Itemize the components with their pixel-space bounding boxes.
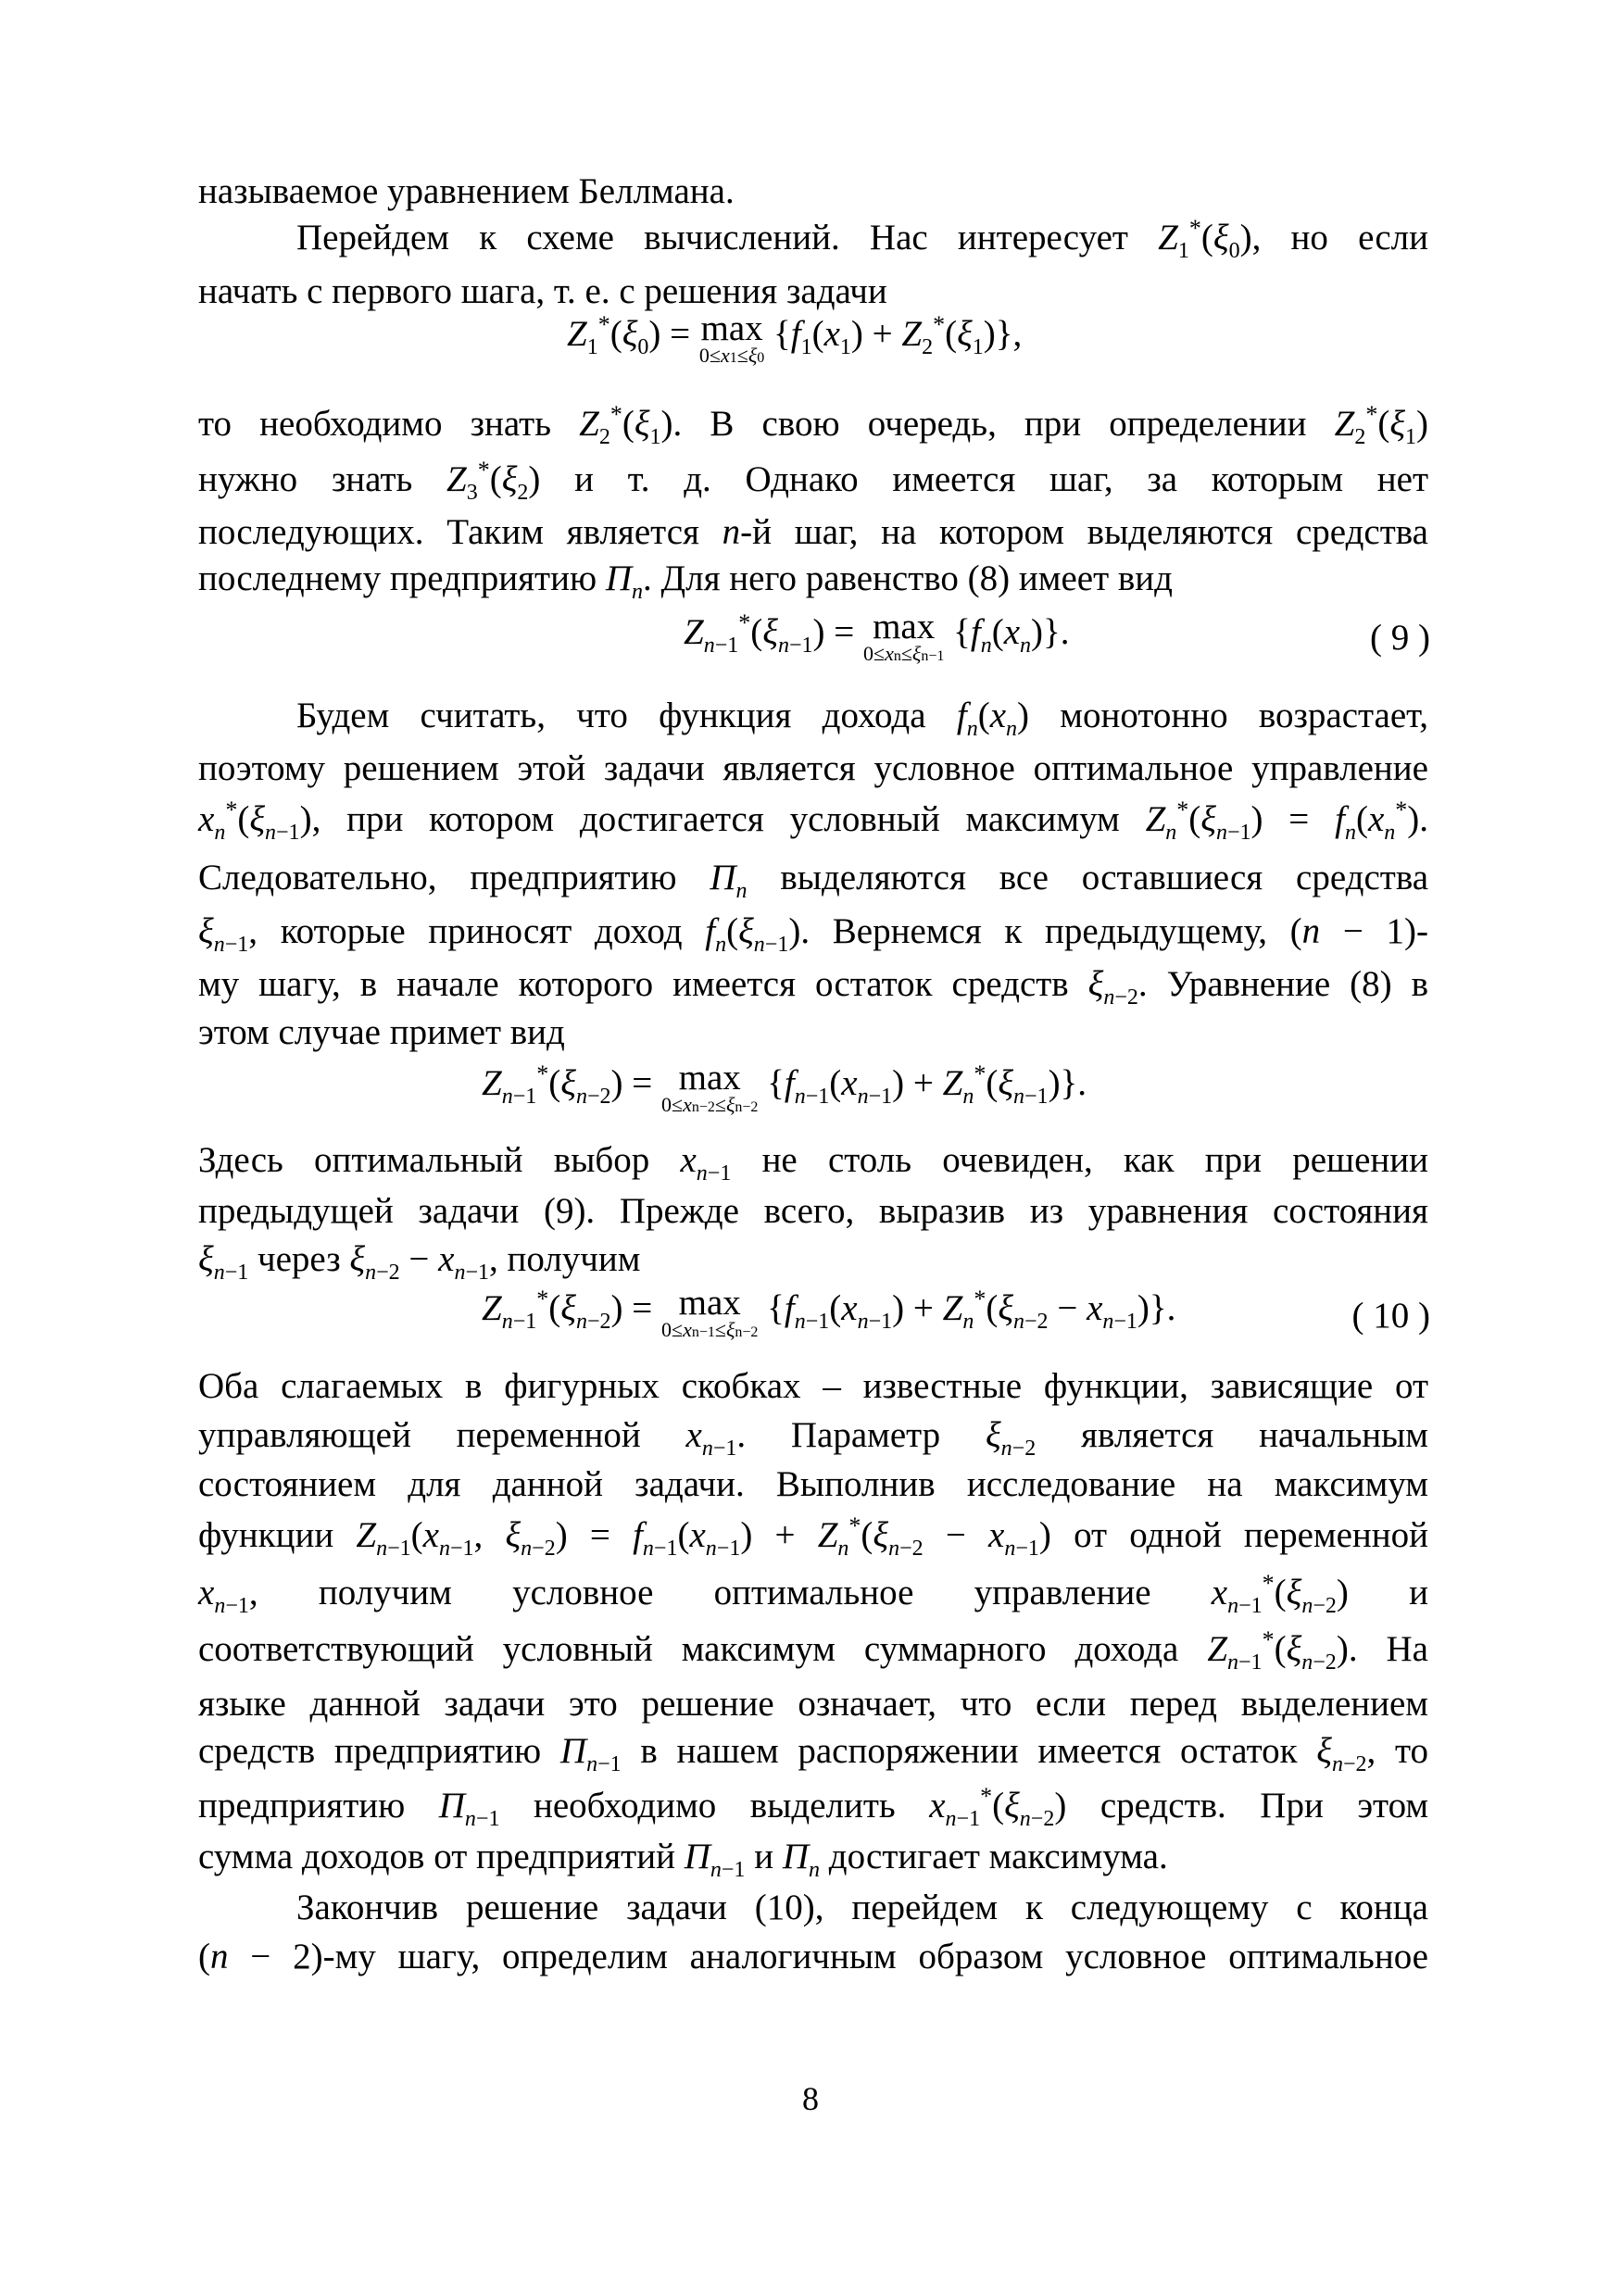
equation-number: ( 10 ) (1351, 1296, 1430, 1336)
text-line: последнему предприятию $\Pi_n$. Для него равенство (8) имеет вид (198, 558, 1173, 604)
text-line: $x_{n-1}$, получим условное оптимальное управление $x_{n-1}^*(\xi_{n-2})$ и (198, 1570, 1428, 1618)
text-line: Будем считать, что функция дохода $f_n(x_n)$ монотонно возрастает, (296, 696, 1429, 741)
text-line: предприятию $\Pi_{n-1}$ необходимо выделить $x_{n-1}^*(\xi_{n-2})$ средств. При этом (198, 1783, 1429, 1831)
text-line: средств предприятию $\Pi_{n-1}$ в нашем распоряжении имеется остаток $\xi_{n-2}$, то (198, 1731, 1429, 1776)
text-line: состоянием для данной задачи. Выполнив исследование на максимум (198, 1464, 1428, 1504)
text-line: $\xi_{n-1}$, которые приносят доход $f_n(\xi_{n-1})$. Вернемся к предыдущему, (n − 1)- (198, 911, 1428, 957)
text-line: Закончив решение задачи (10), перейдем к следующему с конца (296, 1888, 1428, 1927)
formula-9: $Z_{n-1}^*(\xi_{n-1}) = \max$ 0≤xn≤ξn−1 $\{f_n(x_n)\}$. (684, 607, 1070, 665)
text-line: функции $Z_{n-1}(x_{n-1}$, $\xi_{n-2}) = f_{n-1}(x_{n-1}) + Z_n^*(\xi_{n-2} - x_{n-1})$ от одной переменной (198, 1512, 1429, 1561)
page-number: 8 (802, 2080, 819, 2117)
text-line: управляющей переменной $x_{n-1}$. Параметр $\xi_{n-2}$ является начальным (198, 1415, 1428, 1461)
text-line: Оба слагаемых в фигурных скобках – известные функции, зависящие от (198, 1366, 1428, 1406)
text-line: языке данной задачи это решение означает, что если перед выделением (198, 1684, 1428, 1724)
text-line: предыдущей задачи (9). Прежде всего, выразив из уравнения состояния (198, 1191, 1428, 1231)
text-line: (n − 2)-му шагу, определим аналогичным образом условное оптимальное (198, 1937, 1428, 1976)
text-line: сумма доходов от предприятий $\Pi_{n-1}$ и $\Pi_n$ достигает максимума. (198, 1837, 1168, 1882)
text-line: соответствующий условный максимум суммарного дохода $Z_{n-1}^*(\xi_{n-2})$. На (198, 1626, 1428, 1675)
text-line: этом случае примет вид (198, 1012, 565, 1052)
text-line: Здесь оптимальный выбор $x_{n-1}$ не столь очевиден, как при решении (198, 1140, 1429, 1186)
text-line: называемое уравнением Беллмана. (198, 171, 735, 211)
text-line: му шагу, в начале которого имеется остаток средств $\xi_{n-2}$. Уравнение (8) в (198, 964, 1428, 1010)
text-line: то необходимо знать $Z_2^*(\xi_1)$. В свою очередь, при определении $Z_2^*(\xi_1)$ (198, 401, 1429, 449)
text-line: $\xi_{n-1}$ через $\xi_{n-2} - x_{n-1}$, получим (198, 1239, 641, 1285)
text-line: Следовательно, предприятию $\Pi_n$ выделяются все оставшиеся средства (198, 858, 1429, 903)
text-line: начать с первого шага, т. е. с решения задачи (198, 271, 887, 311)
text-line: $x_n^*(\xi_{n-1})$, при котором достигается условный максимум $Z_n^*(\xi_{n-1}) = f_n(x_n^*)$. (198, 797, 1429, 845)
text-line: последующих. Таким является n-й шаг, на котором выделяются средства (198, 512, 1428, 552)
formula-step-n-1: $Z_{n-1}^*(\xi_{n-2}) = \max$ 0≤xn−2≤ξn−2 $\{f_{n-1}(x_{n-1}) + Z_n^*(\xi_{n-1})\}$. (482, 1058, 1087, 1116)
text-line: поэтому решением этой задачи является условное оптимальное управление (198, 748, 1428, 788)
equation-number: ( 9 ) (1370, 618, 1430, 658)
formula-bellman-step1: $Z_1^*(\xi_0) = \max$ 0≤x1≤ξ0 $\{f_1(x_1) + Z_2^*(\xi_1)\}$, (567, 308, 1023, 367)
formula-10: $Z_{n-1}^*(\xi_{n-2}) = \max$ 0≤xn−1≤ξn−2 $\{f_{n-1}(x_{n-1}) + Z_n^*(\xi_{n-2} - x_{n-1})\}$. (482, 1283, 1176, 1341)
text-line: нужно знать $Z_3^*(\xi_2)$ и т. д. Однако имеется шаг, за которым нет (198, 457, 1429, 505)
text-line: Перейдем к схеме вычислений. Нас интересует $Z_1^*(\xi_0)$, но если (296, 215, 1429, 263)
